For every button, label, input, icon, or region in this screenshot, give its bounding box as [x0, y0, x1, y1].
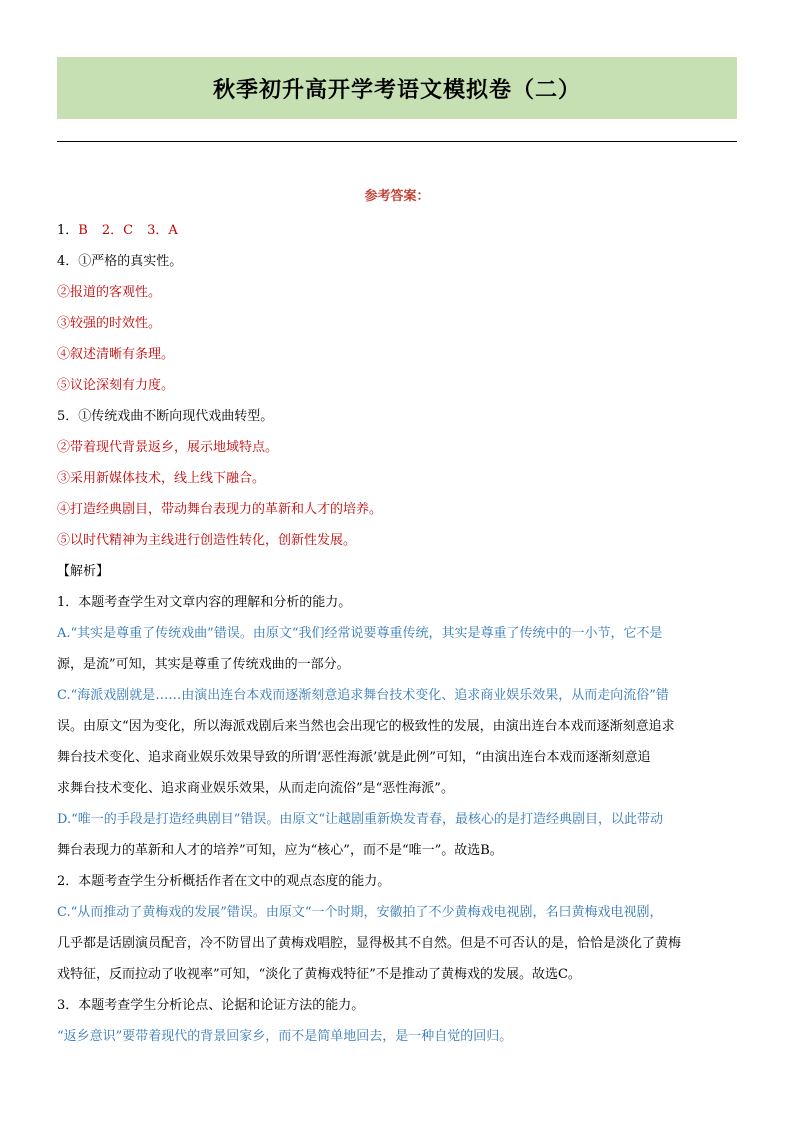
analysis-1-d-black: 舞台表现力的革新和人才的培养”可知，应为“核心”，而不是“唯一”。故选B。 — [57, 843, 503, 858]
q5-lead: 5．①传统戏曲不断向现代戏曲转型。 — [57, 409, 274, 424]
mc-answer-1: B — [78, 223, 88, 238]
q4-item: ④叙述清晰有条理。 — [57, 347, 175, 362]
title-band — [57, 57, 737, 119]
mc-answer-3: 3．A — [147, 223, 178, 238]
content — [57, 185, 737, 1052]
q5-item: ②带着现代背景返乡，展示地域特点。 — [57, 440, 279, 455]
q4-lead: 4．①严格的真实性。 — [57, 254, 183, 269]
analysis-2-head: 2．本题考查学生分析概括作者在文中的观点态度的能力。 — [57, 874, 391, 889]
mc-answer-2: 2．C — [101, 223, 134, 238]
title-rule — [57, 141, 737, 142]
analysis-2-c-black: 戏特征，反而拉动了收视率”可知，“淡化了黄梅戏特征”不是推动了黄梅戏的发展。故选C。 — [57, 967, 581, 982]
analysis-heading: 【解析】 — [57, 564, 110, 579]
q4-item: ③较强的时效性。 — [57, 316, 162, 331]
q4-item: ②报道的客观性。 — [57, 285, 162, 300]
analysis-1-c-black: 求舞台技术变化、追求商业娱乐效果，从而走向流俗”是“恶性海派”。 — [57, 781, 454, 796]
analysis-3-head: 3．本题考查学生分析论点、论据和论证方法的能力。 — [57, 998, 365, 1013]
q5-item: ③采用新媒体技术，线上线下融合。 — [57, 471, 266, 486]
analysis-2-c-black: 几乎都是话剧演员配音，冷不防冒出了黄梅戏唱腔，显得极其不自然。但是不可否认的是，恰恰是淡化了黄梅 — [57, 936, 682, 951]
analysis-2-c-blue: C.“从而推动了黄梅戏的发展”错误。由原文“一个时期，安徽拍了不少黄梅戏电视剧，名曰黄梅戏电视剧， — [57, 905, 663, 920]
analysis-1-a-blue: A.“其实是尊重了传统戏曲”错误。由原文“我们经常说要尊重传统，其实是尊重了传统中的一小节，它不是 — [57, 626, 663, 641]
analysis-1-c-black: 舞台技术变化、追求商业娱乐效果导致的所谓‘恶性海派’就是此例”可知，“由演出连台本戏而逐渐刻意追 — [57, 750, 651, 765]
analysis-1-a-black: 源，是流”可知，其实是尊重了传统戏曲的一部分。 — [57, 657, 350, 672]
q5-item: ④打造经典剧目，带动舞台表现力的革新和人才的培养。 — [57, 502, 383, 517]
q5-item: ⑤以时代精神为主线进行创造性转化，创新性发展。 — [57, 533, 357, 548]
page-title: 秋季初升高开学考语文模拟卷（二） — [212, 77, 581, 103]
mc-prefix: 1． — [57, 223, 79, 238]
analysis-1-d-blue: D.“唯一的手段是打造经典剧目”错误。由原文“让越剧重新焕发青春，最核心的是打造经典剧目，以此带动 — [57, 812, 664, 827]
analysis-1-c-blue: C.“海派戏剧就是……由演出连台本戏而逐渐刻意追求舞台技术变化、追求商业娱乐效果，从而走向流俗”错 — [57, 688, 669, 703]
q4-item: ⑤议论深刻有力度。 — [57, 378, 175, 393]
analysis-3-line: “返乡意识”要带着现代的背景回家乡，而不是简单地回去，是一种自觉的回归。 — [57, 1029, 513, 1044]
answers-heading: 参考答案： — [364, 189, 430, 204]
analysis-1-head: 1．本题考查学生对文章内容的理解和分析的能力。 — [57, 595, 352, 610]
mc-answers — [57, 215, 737, 246]
analysis-1-c-black: 误。由原文“因为变化，所以海派戏剧后来当然也会出现它的极致性的发展，由演出连台本戏而逐渐刻意追求 — [57, 719, 675, 734]
